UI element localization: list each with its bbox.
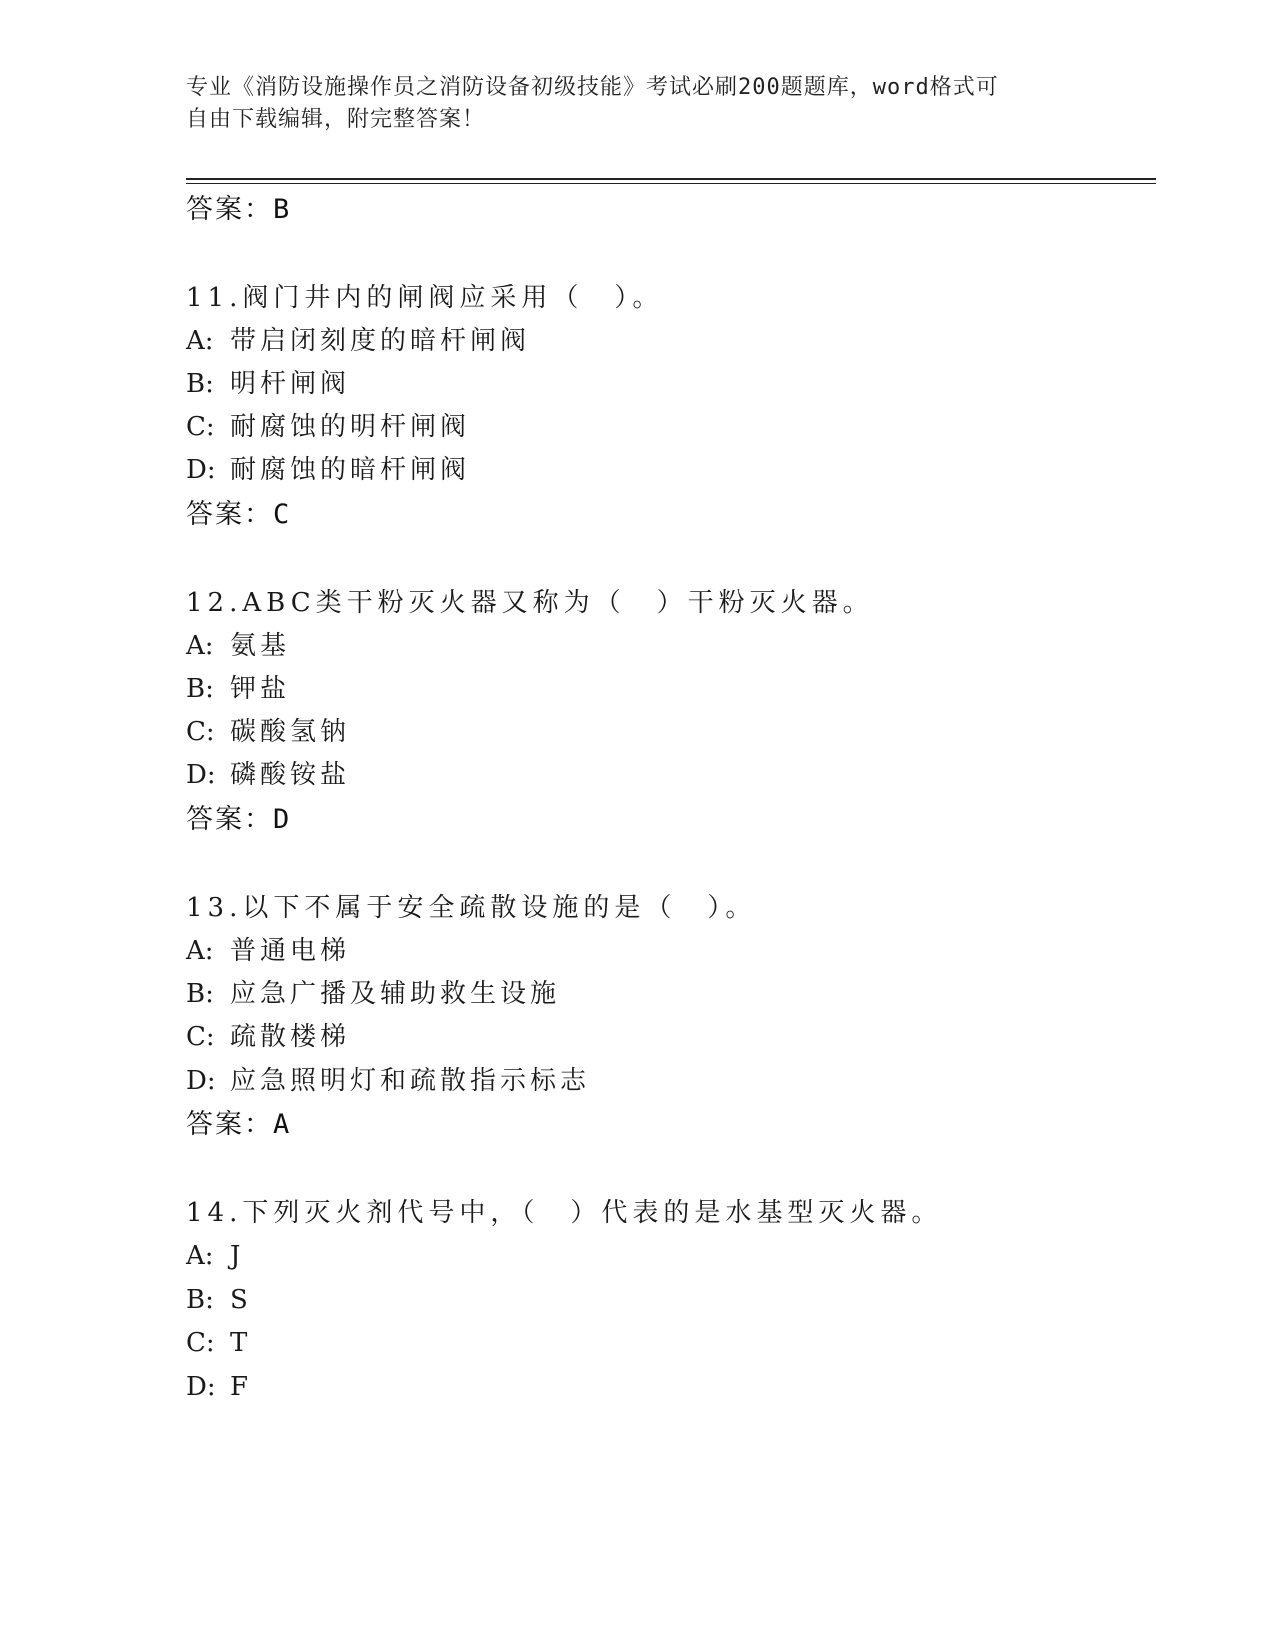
option-letter: C: <box>186 1022 215 1052</box>
option-c <box>186 409 1146 445</box>
question-stem: 12.ABC类干粉灭火器又称为（ ）干粉灭火器。 <box>186 588 874 618</box>
option-text: J <box>230 1241 245 1271</box>
option-letter: A: <box>186 631 214 661</box>
header-divider-thick <box>186 178 1156 180</box>
question-answer: 答案：A <box>186 1109 292 1140</box>
option-text: 耐腐蚀的明杆闸阀 <box>230 412 471 442</box>
option-letter: D: <box>186 1372 216 1402</box>
option-b <box>186 366 1146 402</box>
question-answer: 答案：C <box>186 499 292 530</box>
option-c <box>186 1325 1146 1361</box>
option-letter: B: <box>186 1285 214 1315</box>
option-text: 碳酸氢钠 <box>230 717 351 747</box>
option-text: 疏散楼梯 <box>230 1022 351 1052</box>
option-letter: A: <box>186 1241 214 1271</box>
option-letter: A: <box>186 936 214 966</box>
question-answer: 答案：D <box>186 804 292 835</box>
option-d <box>186 1063 1146 1099</box>
option-d <box>186 757 1146 793</box>
option-text: 普通电梯 <box>230 936 351 966</box>
option-text: F <box>230 1372 253 1402</box>
option-a <box>186 1238 1146 1274</box>
option-letter: B: <box>186 674 214 704</box>
option-letter: C: <box>186 1328 215 1358</box>
option-letter: D: <box>186 455 216 485</box>
option-text: 氨基 <box>230 631 291 661</box>
option-c <box>186 714 1146 750</box>
option-b <box>186 976 1146 1012</box>
option-b <box>186 1282 1146 1318</box>
option-letter: B: <box>186 369 214 399</box>
option-a <box>186 323 1146 359</box>
header-divider-thin <box>186 183 1156 184</box>
option-text: T <box>230 1328 252 1358</box>
option-a <box>186 628 1146 664</box>
header-line-2: 自由下载编辑，附完整答案！ <box>186 107 486 132</box>
option-d <box>186 452 1146 488</box>
option-text: 耐腐蚀的暗杆闸阀 <box>230 455 471 485</box>
option-text: 带启闭刻度的暗杆闸阀 <box>230 326 531 356</box>
document-header <box>186 72 1086 136</box>
option-text: 应急照明灯和疏散指示标志 <box>230 1066 591 1096</box>
option-letter: C: <box>186 717 215 747</box>
question-stem: 14.下列灭火剂代号中，（ ）代表的是水基型灭火器。 <box>186 1198 943 1228</box>
option-letter: A: <box>186 326 214 356</box>
option-b <box>186 671 1146 707</box>
question-stem: 13.以下不属于安全疏散设施的是（ ）。 <box>186 893 757 923</box>
option-letter: B: <box>186 979 214 1009</box>
option-letter: D: <box>186 1066 216 1096</box>
option-text: 磷酸铵盐 <box>230 760 351 790</box>
option-text: S <box>230 1285 252 1315</box>
option-d <box>186 1369 1146 1405</box>
previous-answer: 答案：B <box>186 194 292 225</box>
question-stem: 11.阀门井内的闸阀应采用（ ）。 <box>186 283 664 313</box>
option-letter: C: <box>186 412 215 442</box>
header-line-1: 专业《消防设施操作员之消防设备初级技能》考试必刷200题题库，word格式可 <box>186 75 999 100</box>
option-text: 应急广播及辅助救生设施 <box>230 979 561 1009</box>
option-text: 钾盐 <box>230 674 291 704</box>
option-a <box>186 933 1146 969</box>
option-c <box>186 1019 1146 1055</box>
option-letter: D: <box>186 760 216 790</box>
option-text: 明杆闸阀 <box>230 369 351 399</box>
